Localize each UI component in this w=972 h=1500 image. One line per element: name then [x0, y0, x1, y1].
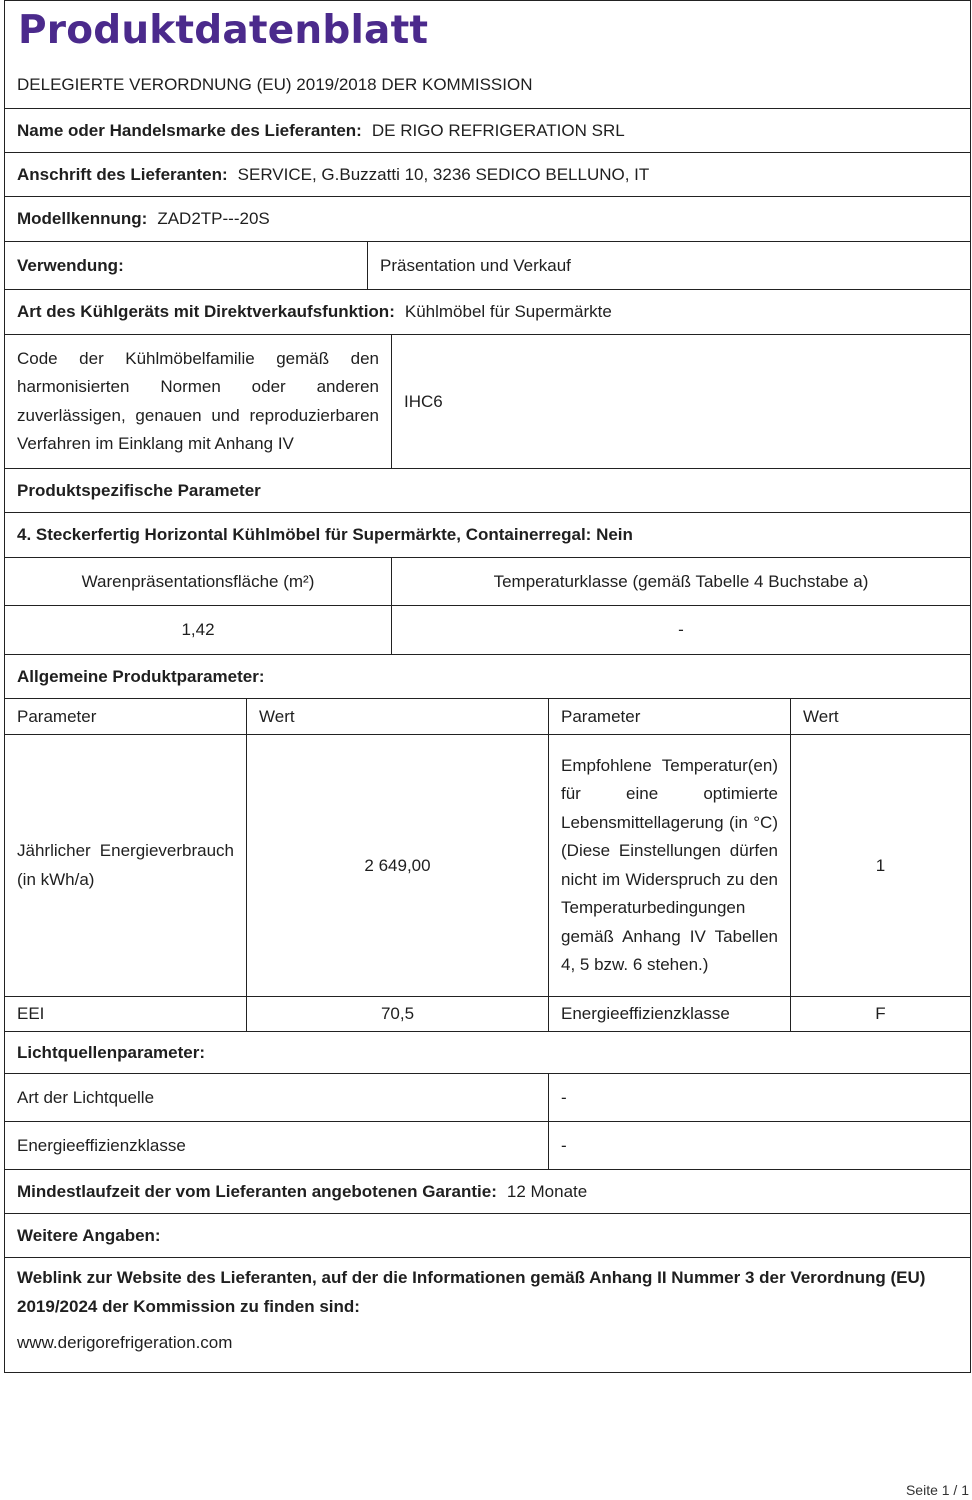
address-label: Anschrift des Lieferanten:: [17, 164, 228, 184]
weblink-label: Weblink zur Website des Lieferanten, auf der die Informationen gemäß Anhang II Nummer 3 der Verordnung (EU) 2019/2024 der Kommission zu finden sind:: [17, 1268, 926, 1316]
supplier-value: DE RIGO REFRIGERATION SRL: [371, 120, 625, 140]
category-row: [4, 513, 971, 558]
efficiency-class-value: F: [875, 1004, 886, 1023]
energy-consumption-row: [4, 735, 971, 997]
display-area-value: 1,42: [5, 606, 392, 654]
temperature-class-value: -: [678, 620, 684, 639]
usage-label: Verwendung:: [5, 242, 368, 289]
light-parameters-heading: [4, 1032, 971, 1074]
value-header-1: Wert: [247, 699, 549, 734]
display-table-values: [4, 606, 971, 655]
light-efficiency-value: -: [561, 1135, 567, 1155]
light-source-label: Art der Lichtquelle: [5, 1074, 549, 1121]
specific-parameters-label: Produktspezifische Parameter: [17, 480, 261, 500]
general-parameters-heading: [4, 655, 971, 699]
light-source-row: [4, 1074, 971, 1122]
type-label: Art des Kühlgeräts mit Direktverkaufsfunktion:: [17, 302, 395, 321]
further-info-heading: [4, 1214, 971, 1258]
energy-consumption-value: 2 649,00: [247, 735, 549, 996]
warranty-value: 12 Monate: [506, 1181, 588, 1201]
light-efficiency-label: Energieeffizienzklasse: [5, 1122, 549, 1169]
usage-value: Präsentation und Verkauf: [380, 255, 571, 275]
family-code-label: Code der Kühlmöbelfamilie gemäß den harmonisierten Normen oder anderen zuverlässigen, genauen und reproduzierbaren Verfahren im Einklang mit Anhang IV: [5, 335, 392, 468]
model-value: ZAD2TP---20S: [157, 209, 270, 228]
address-row: [4, 153, 971, 197]
general-parameters-label: Allgemeine Produktparameter:: [17, 666, 265, 686]
light-parameters-label: Lichtquellenparameter:: [17, 1042, 205, 1062]
category-label: 4. Steckerfertig Horizontal Kühlmöbel für Supermärkte, Containerregal: Nein: [17, 525, 633, 544]
eei-label: EEI: [5, 997, 247, 1031]
model-row: [4, 197, 971, 242]
eei-value: 70,5: [247, 997, 549, 1031]
param-header-1: Parameter: [5, 699, 247, 734]
warranty-label: Mindestlaufzeit der vom Lieferanten angebotenen Garantie:: [17, 1181, 497, 1201]
type-value: Kühlmöbel für Supermärkte: [404, 302, 612, 321]
product-data-sheet: [4, 0, 971, 1373]
weblink-url[interactable]: www.derigorefrigeration.com: [17, 1333, 233, 1352]
recommended-temperature-label: Empfohlene Temperatur(en) für eine optimierte Lebensmittellagerung (in °C) (Diese Einstellungen dürfen nicht im Widerspruch zu den Temperaturbedingungen gemäß Anhang IV Tabellen 4, 5 bzw. 6 stehen.): [549, 735, 791, 996]
model-label: Modellkennung:: [17, 209, 148, 228]
general-table-header: [4, 699, 971, 735]
recommended-temperature-value: 1: [875, 855, 886, 875]
page-number: Seite 1 / 1: [905, 1482, 969, 1498]
display-table-header: [4, 558, 971, 606]
regulation-text: DELEGIERTE VERORDNUNG (EU) 2019/2018 DER KOMMISSION: [17, 74, 533, 94]
supplier-label: Name oder Handelsmarke des Lieferanten:: [17, 120, 362, 140]
eei-row: [4, 997, 971, 1032]
weblink-row: [4, 1258, 971, 1373]
family-code-value: IHC6: [404, 391, 443, 411]
family-code-row: [4, 335, 971, 469]
energy-consumption-label: Jährlicher Energieverbrauch (in kWh/a): [5, 735, 247, 996]
specific-parameters-heading: [4, 469, 971, 513]
light-efficiency-row: [4, 1122, 971, 1170]
supplier-row: [4, 109, 971, 153]
efficiency-class-label: Energieeffizienzklasse: [549, 997, 791, 1031]
usage-row: [4, 242, 971, 290]
type-row: [4, 290, 971, 335]
warranty-row: [4, 1170, 971, 1214]
address-value: SERVICE, G.Buzzatti 10, 3236 SEDICO BELLUNO, IT: [237, 164, 650, 184]
value-header-2: Wert: [803, 706, 839, 726]
temperature-class-header: Temperaturklasse (gemäß Tabelle 4 Buchstabe a): [493, 571, 869, 591]
light-source-value: -: [561, 1087, 567, 1107]
param-header-2: Parameter: [549, 699, 791, 734]
display-area-header: Warenpräsentationsfläche (m²): [5, 558, 392, 605]
page-title: Produktdatenblatt: [4, 0, 971, 61]
regulation-row: [4, 61, 971, 109]
further-info-label: Weitere Angaben:: [17, 1225, 161, 1245]
